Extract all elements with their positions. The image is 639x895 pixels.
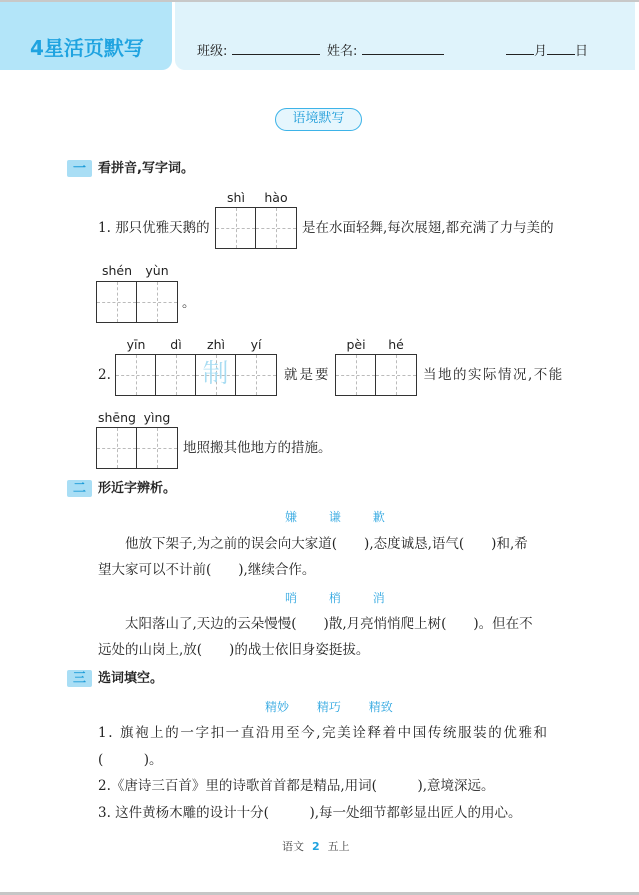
pinyin: dì [170, 337, 182, 352]
choice-char: 谦 [328, 510, 341, 524]
class-field[interactable] [197, 40, 320, 59]
char-box[interactable] [376, 355, 416, 395]
day-blank[interactable] [547, 43, 575, 55]
month-blank[interactable] [506, 43, 534, 55]
choice-char: 梢 [328, 591, 341, 605]
section-title: 形近字辨析。 [98, 481, 177, 496]
char-box[interactable] [97, 282, 137, 322]
choice-word: 精巧 [316, 700, 341, 714]
item-1-number: 1. 那只优雅天鹅的 [98, 220, 210, 236]
pinyin: yùn [145, 263, 169, 278]
page-footer [282, 838, 350, 854]
passage-line: 望大家可以不计前( ),继续合作。 [98, 562, 316, 578]
writing-grid-shihao[interactable] [215, 207, 297, 249]
footer-subject: 语文 [282, 840, 304, 853]
section-number: 三 [67, 670, 92, 687]
page-title: 语境默写 [275, 108, 362, 131]
question-line: 1. 旗袍上的一字扣一直沿用至今,完美诠释着中国传统服装的优雅和 [98, 725, 549, 741]
section-title: 选词填空。 [98, 671, 164, 686]
pinyin: shì [227, 190, 245, 205]
sentence-text: 。 [182, 295, 196, 311]
word-choices [265, 698, 393, 715]
passage-line: 他放下架子,为之前的误会向大家道( ),态度诚恳,语气( )和,希 [125, 536, 528, 552]
name-label: 姓名: [327, 44, 358, 59]
day-label: 日 [575, 44, 589, 59]
pinyin: shén [101, 263, 133, 278]
choice-group-1 [285, 508, 385, 525]
brand-banner [0, 2, 172, 70]
question-line: ( )。 [98, 752, 163, 768]
writing-grid-yindizhiyi[interactable] [115, 354, 277, 396]
writing-grid-shengying[interactable] [96, 427, 178, 469]
choice-char: 哨 [285, 591, 298, 605]
pinyin: yìng [143, 410, 171, 425]
student-info-bar [175, 2, 635, 70]
pinyin: zhì [207, 337, 225, 352]
pinyin: pèi [346, 337, 366, 352]
pinyin: yí [250, 337, 262, 352]
char-box[interactable] [97, 428, 137, 468]
pinyin: hào [264, 190, 288, 205]
passage-line: 远处的山岗上,放( )的战士依旧身姿挺拔。 [98, 642, 370, 658]
item-2-number: 2. [98, 367, 111, 383]
writing-grid-peihe[interactable] [335, 354, 417, 396]
class-blank[interactable] [232, 43, 320, 55]
date-field[interactable] [506, 40, 588, 59]
section-number: 二 [67, 480, 92, 497]
sentence-text: 就是要 [284, 367, 331, 383]
pinyin: hé [388, 337, 404, 352]
choice-char: 嫌 [285, 510, 298, 524]
pinyin: yīn [126, 337, 146, 352]
char-box[interactable] [216, 208, 256, 248]
char-box[interactable] [137, 428, 177, 468]
brand-title: 4星活页默写 [30, 36, 144, 60]
name-field[interactable] [327, 40, 444, 59]
choice-char: 消 [372, 591, 385, 605]
section-number: 一 [67, 160, 92, 177]
char-box[interactable] [116, 355, 156, 395]
char-box[interactable] [137, 282, 177, 322]
pinyin: shēng [98, 410, 136, 425]
month-label: 月 [534, 44, 548, 59]
question-line: 3. 这件黄杨木雕的设计十分( ),每一处细节都彰显出匠人的用心。 [98, 805, 522, 821]
char-box[interactable] [236, 355, 276, 395]
sentence-text: 地照搬其他地方的措施。 [183, 440, 332, 456]
page-number: 2 [312, 840, 320, 853]
sentence-text: 当地的实际情况,不能 [423, 367, 564, 383]
class-label: 班级: [197, 44, 228, 59]
choice-group-2 [285, 589, 385, 606]
section-title: 看拼音,写字词。 [98, 161, 194, 176]
choice-word: 精致 [368, 700, 393, 714]
name-blank[interactable] [362, 43, 444, 55]
passage-line: 太阳落山了,天边的云朵慢慢( )散,月亮悄悄爬上树( )。但在不 [125, 616, 533, 632]
char-box[interactable] [256, 208, 296, 248]
char-box[interactable] [336, 355, 376, 395]
writing-grid-shenyun[interactable] [96, 281, 178, 323]
question-line: 2.《唐诗三百首》里的诗歌首首都是精品,用词( ),意境深远。 [98, 778, 495, 794]
char-box[interactable] [196, 355, 236, 395]
char-box[interactable] [156, 355, 196, 395]
choice-char: 歉 [372, 510, 385, 524]
sentence-text: 是在水面轻舞,每次展翅,都充满了力与美的 [302, 220, 554, 236]
hint-char: 制 [202, 359, 229, 389]
choice-word: 精妙 [265, 700, 290, 714]
footer-grade: 五上 [327, 840, 350, 853]
